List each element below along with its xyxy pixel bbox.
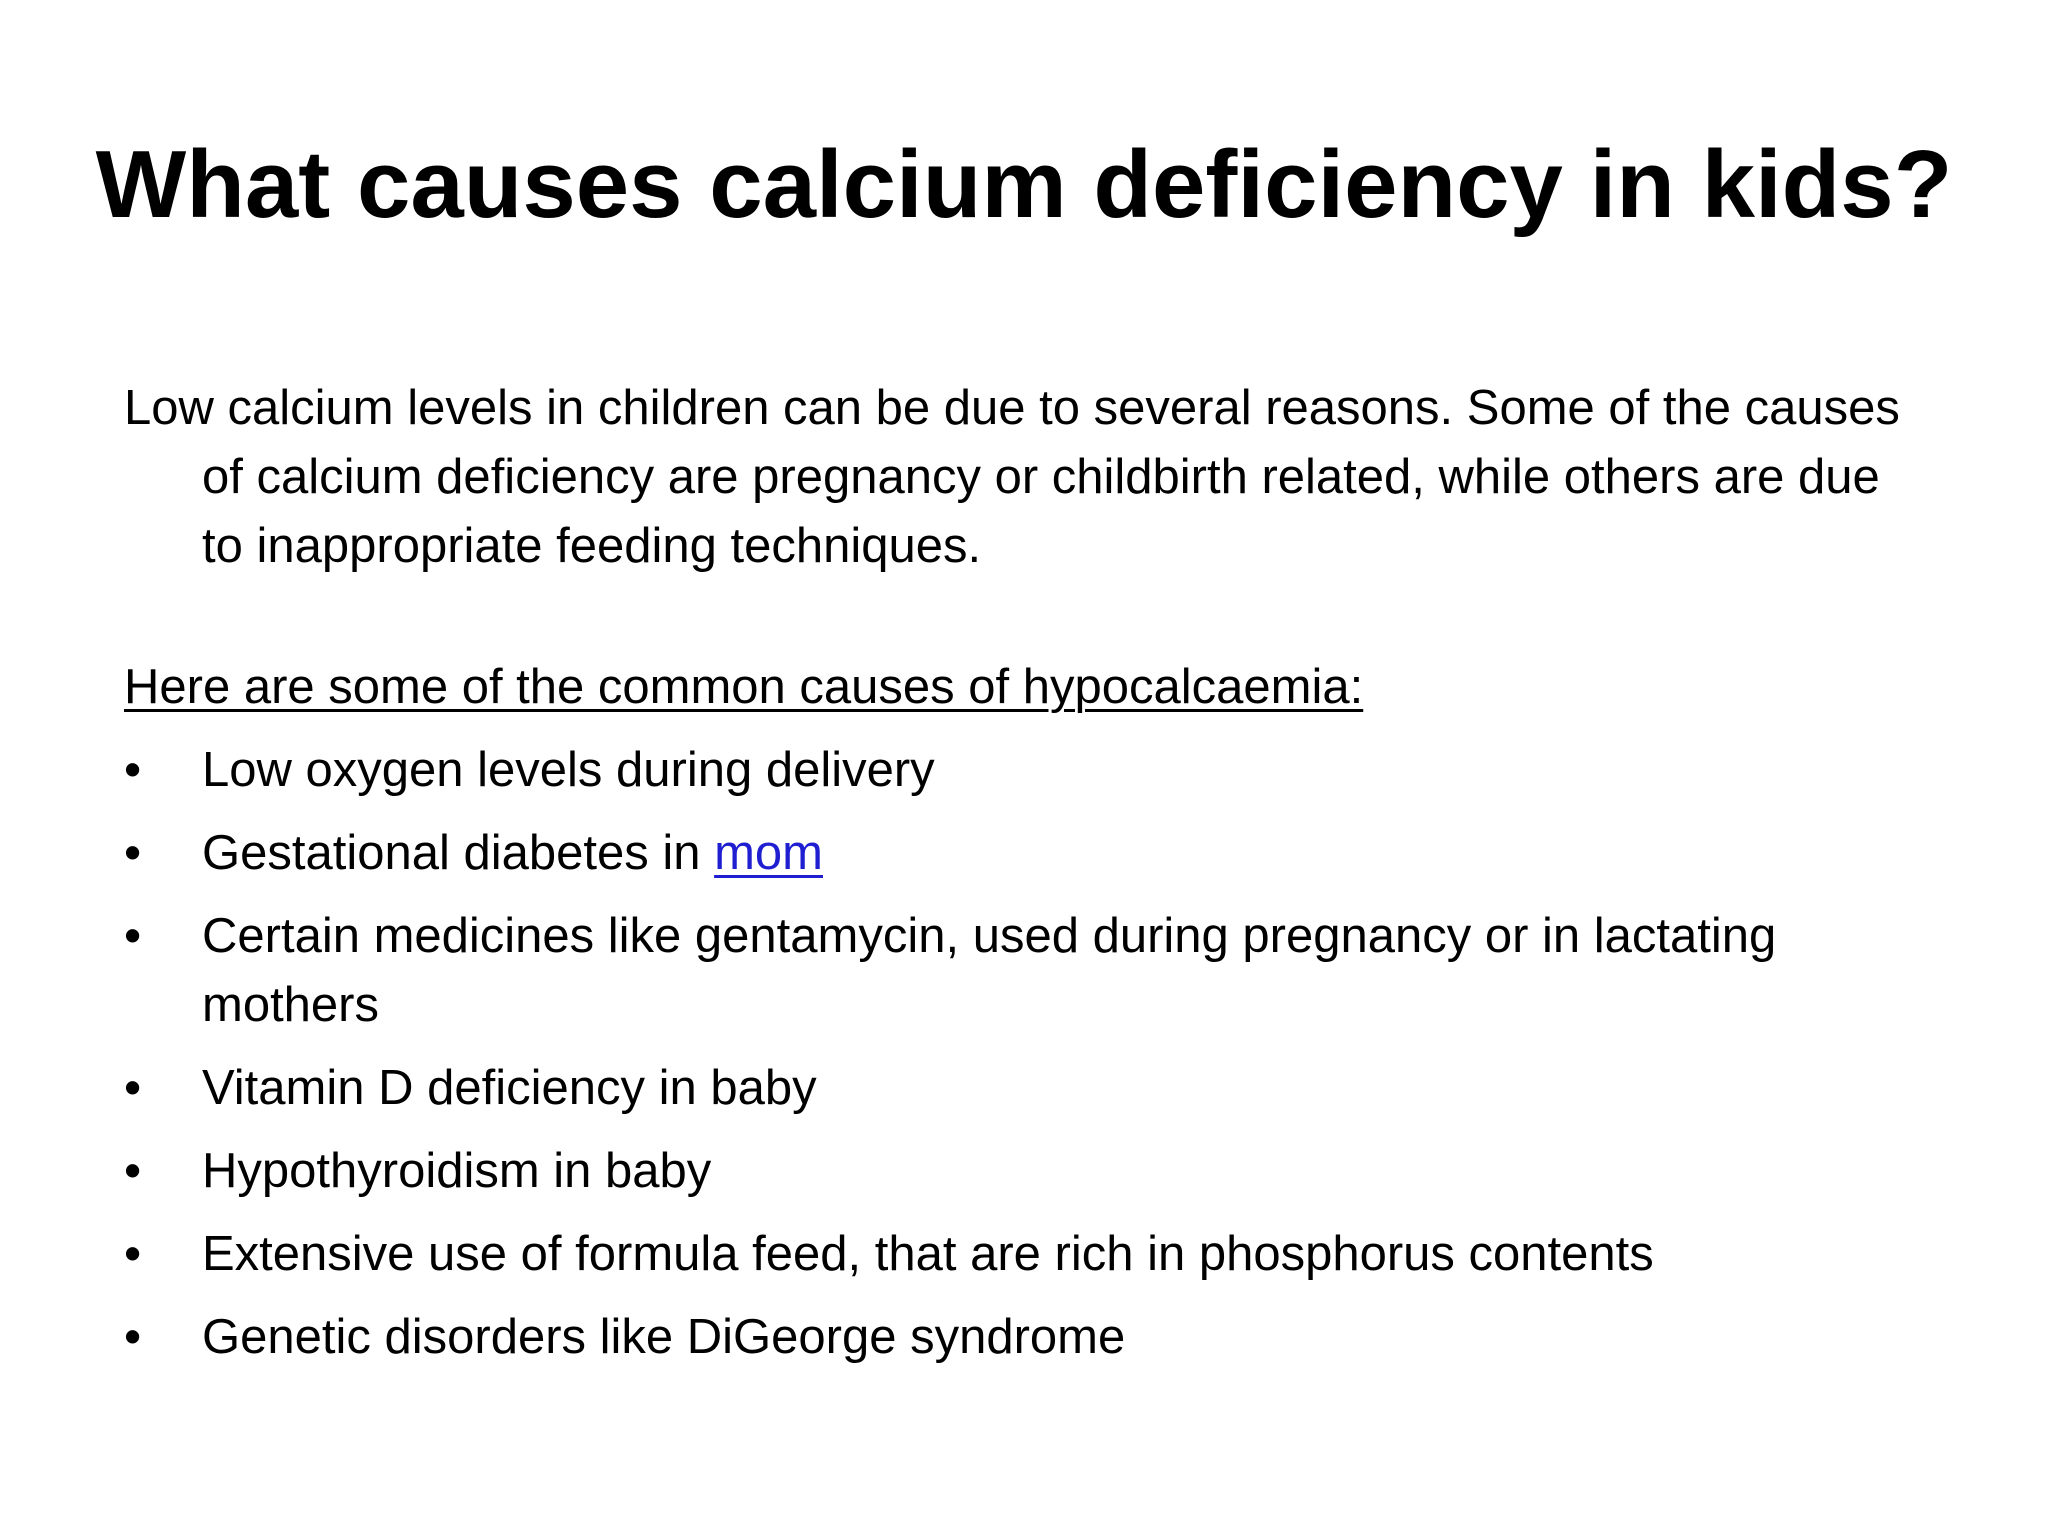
list-item [124, 736, 1914, 805]
mom-link[interactable]: mom [714, 826, 823, 880]
list-item-text: Hypothyroidism in baby [202, 1144, 712, 1198]
list-item [124, 1303, 1914, 1372]
bullet-icon: • [124, 909, 142, 963]
slide-title: What causes calcium deficiency in kids? [95, 131, 1953, 238]
list-item-text: Vitamin D deficiency in baby [202, 1061, 817, 1115]
list-item [124, 819, 1914, 888]
bullet-icon: • [124, 1061, 142, 1115]
bullet-icon: • [124, 743, 142, 797]
list-item [124, 1137, 1914, 1206]
intro-paragraph: Low calcium levels in children can be due to several reasons. Some of the causes of calcium deficiency are pregnancy or childbirth related, while others are due to inappropriate feeding techniques. [124, 381, 1900, 573]
causes-list [124, 736, 1914, 1372]
slide-content [124, 374, 1914, 1386]
list-item-text: Extensive use of formula feed, that are rich in phosphorus contents [202, 1227, 1654, 1281]
bullet-icon: • [124, 1227, 142, 1281]
list-item [124, 1054, 1914, 1123]
list-item [124, 1220, 1914, 1289]
list-item-text: Certain medicines like gentamycin, used during pregnancy or in lactating mothers [202, 909, 1777, 1032]
list-item-text: Gestational diabetes in [202, 826, 715, 880]
list-item-text: Genetic disorders like DiGeorge syndrome [202, 1310, 1126, 1364]
bullet-icon: • [124, 1144, 142, 1198]
list-item-text: Low oxygen levels during delivery [202, 743, 935, 797]
causes-subheading: Here are some of the common causes of hypocalcaemia: [124, 660, 1364, 714]
list-item [124, 902, 1914, 1040]
bullet-icon: • [124, 826, 142, 880]
bullet-icon: • [124, 1310, 142, 1364]
